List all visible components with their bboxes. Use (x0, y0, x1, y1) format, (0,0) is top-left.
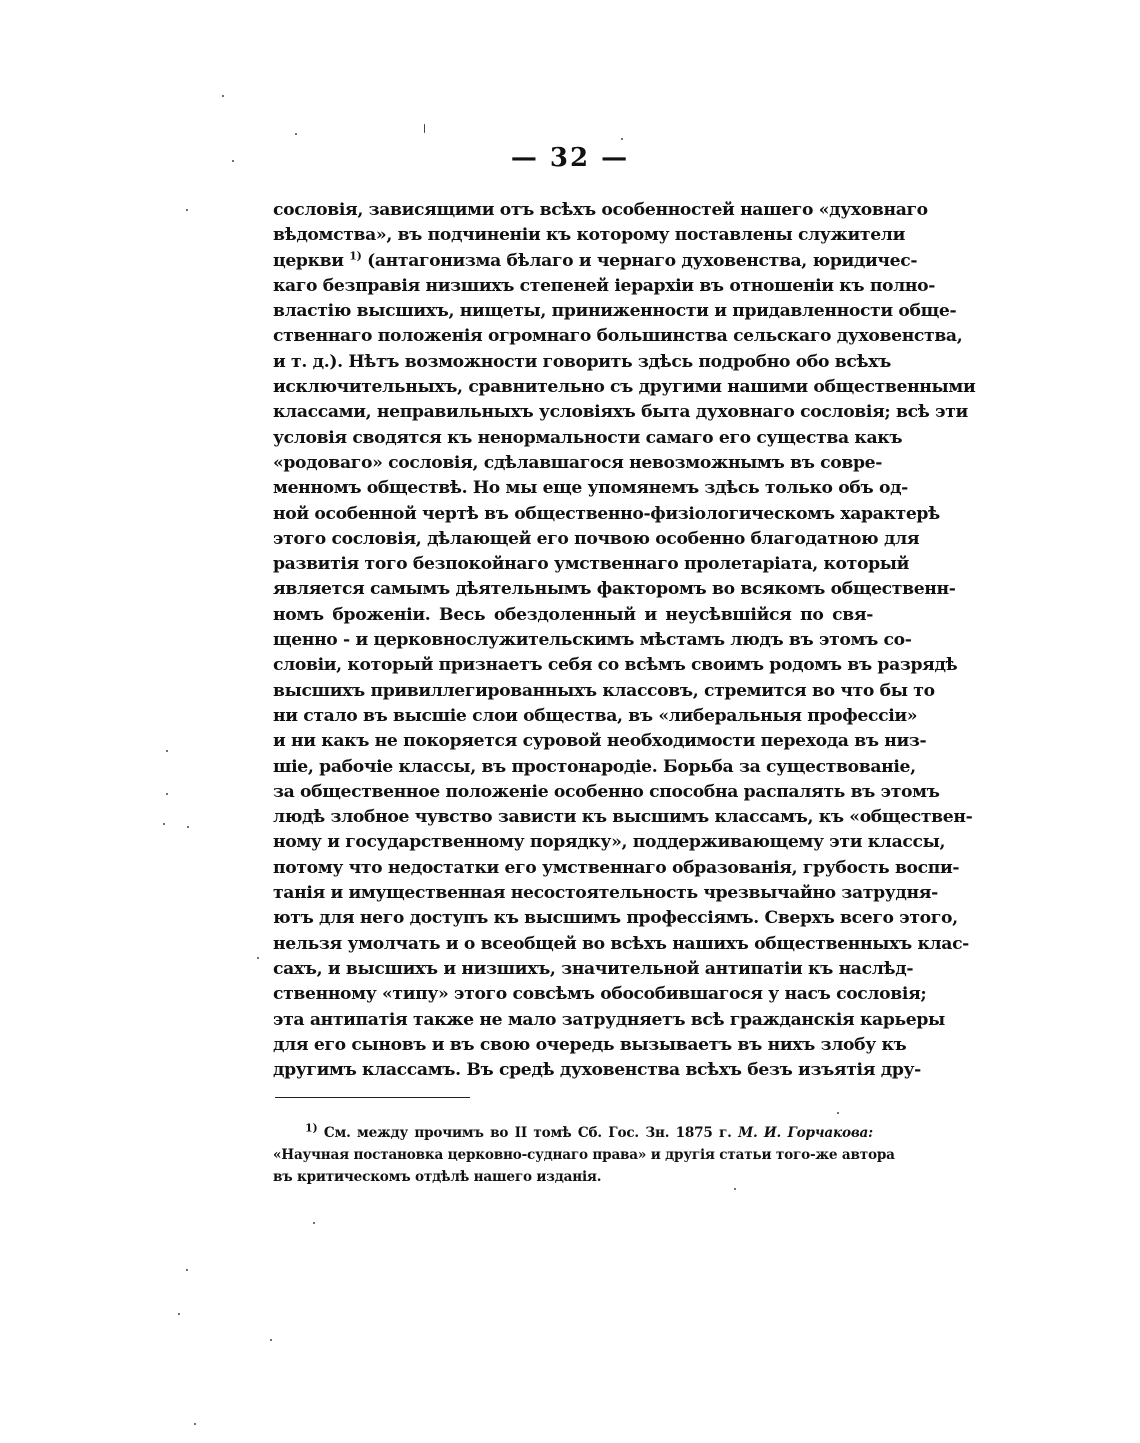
text-line: властію высшихъ, нищеты, приниженности и придавленности обще- (273, 301, 957, 322)
scan-speck (232, 160, 234, 162)
footnote-divider (275, 1097, 470, 1098)
text-line: каго безправія низшихъ степеней іерархіи въ отношеніи къ полно- (273, 275, 936, 296)
footnote-line: «Научная постановка церковно-суднаго права» и другія статьи того-же автора (273, 1147, 895, 1163)
text-line: менномъ обществѣ. Но мы еще упомянемъ здѣсь только объ од- (273, 478, 908, 499)
scan-speck (166, 750, 168, 752)
text-line (273, 248, 918, 274)
text-line: ютъ для него доступъ къ высшимъ профессіямъ. Сверхъ всего этого, (273, 908, 958, 929)
text-line: вѣдомства», въ подчиненіи къ которому поставлены служители (273, 225, 905, 246)
footnote (273, 1121, 895, 1188)
text-line: потому что недостатки его умственнаго образованія, грубость воспи- (273, 857, 960, 878)
footnote-reference[interactable]: 1) (349, 248, 362, 262)
scan-speck (837, 1112, 839, 1114)
text-line: сахъ, и высшихъ и низшихъ, значительной антипатіи къ наслѣд- (273, 958, 914, 979)
text-line: словіи, который признаетъ себя со всѣмъ своимъ родомъ въ разрядѣ (273, 655, 958, 676)
text-line: развитія того безпокойнаго умственнаго пролетаріата, который (273, 554, 910, 575)
text-line: классами, неправильныхъ условіяхъ быта духовнаго сословія; всѣ эти (273, 402, 968, 423)
footnote-author: М. И. Горчакова: (738, 1125, 873, 1141)
scan-speck (424, 124, 425, 133)
scan-speck (166, 793, 168, 795)
text-line: другимъ классамъ. Въ средѣ духовенства всѣхъ безъ изъятія дру- (273, 1060, 921, 1081)
text-line: ни стало въ высшіе слои общества, въ «либеральныя профессіи» (273, 705, 918, 726)
text-line: танія и имущественная несостоятельность чрезвычайно затрудня- (273, 883, 938, 904)
scan-speck (187, 826, 189, 828)
footnote-text: См. между прочимъ во II томѣ Сб. Гос. Зн. 1875 г. (323, 1125, 732, 1141)
text-line: номъ броженіи. Весь обездоленный и неусѣвшійся по свя- (273, 604, 873, 625)
scan-speck (313, 1222, 315, 1224)
text-line: высшихъ привиллегированныхъ классовъ, стремится во что бы то (273, 680, 935, 701)
text-line: нельзя умолчать и о всеобщей во всѣхъ нашихъ общественныхъ клас- (273, 933, 969, 954)
text-line: этого сословія, дѣлающей его почвою особенно благодатною для (273, 528, 920, 549)
scan-speck (270, 1339, 272, 1341)
main-text (273, 198, 976, 1083)
text-line: ному и государственному порядку», поддерживающему эти классы, (273, 832, 946, 853)
text-line: ной особенной чертѣ въ общественно-физіологическомъ характерѣ (273, 503, 940, 524)
text-line: условія сводятся къ ненормальности самаго его существа какъ (273, 427, 903, 448)
text-line: ственному «типу» этого совсѣмъ обособившагося у насъ сословія; (273, 984, 927, 1005)
scan-speck (178, 1313, 180, 1315)
text-line: за общественное положеніе особенно способна распалять въ этомъ (273, 781, 940, 802)
text-fragment: церкви (273, 250, 344, 271)
text-line: щенно - и церковнослужительскимъ мѣстамъ людъ въ этомъ со- (273, 630, 912, 651)
scan-speck (194, 1423, 196, 1425)
page-number: — 32 — (510, 143, 630, 173)
footnote-marker: 1) (305, 1121, 318, 1135)
scan-speck (222, 95, 224, 97)
scan-speck (257, 957, 259, 959)
text-fragment: (антагонизма бѣлаго и чернаго духовенства, юридичес- (367, 250, 918, 271)
text-line: для его сыновъ и въ свою очередь вызываетъ въ нихъ злобу къ (273, 1034, 907, 1055)
text-line: является самымъ дѣятельнымъ факторомъ во всякомъ общественн- (273, 579, 956, 600)
text-line: «родоваго» сословія, сдѣлавшагося невозможнымъ въ совре- (273, 452, 883, 473)
scan-speck (186, 209, 188, 211)
scan-speck (734, 1188, 736, 1190)
footnote-line: въ критическомъ отдѣлѣ нашего изданія. (273, 1169, 602, 1185)
text-line: шіе, рабочіе классы, въ простонародіе. Борьба за существованіе, (273, 756, 916, 777)
text-line: ственнаго положенія огромнаго большинства сельскаго духовенства, (273, 326, 963, 347)
footnote-line (273, 1122, 873, 1144)
text-line: людѣ злобное чувство зависти къ высшимъ классамъ, къ «обществен- (273, 807, 973, 828)
text-line: эта антипатія также не мало затрудняетъ всѣ гражданскія карьеры (273, 1009, 945, 1030)
scan-speck (186, 1269, 188, 1271)
text-line: и ни какъ не покоряется суровой необходимости перехода въ низ- (273, 731, 927, 752)
scan-speck (295, 133, 297, 135)
scan-speck (163, 823, 165, 825)
text-line: и т. д.). Нѣтъ возможности говорить здѣсь подробно обо всѣхъ (273, 351, 891, 372)
scan-speck (621, 138, 623, 140)
text-line: сословія, зависящими отъ всѣхъ особенностей нашего «духовнаго (273, 200, 928, 220)
text-line: исключительныхъ, сравнительно съ другими нашими общественными (273, 377, 976, 398)
